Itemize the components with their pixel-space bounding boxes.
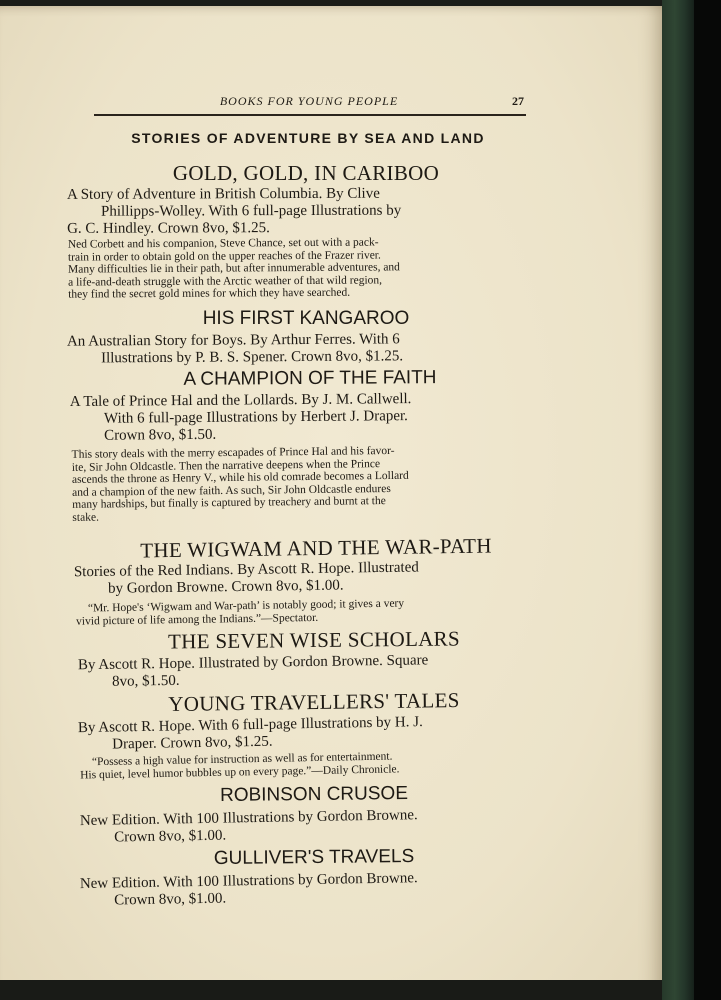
- description-line: Crown 8vo, $1.00.: [114, 827, 227, 846]
- blurb-line: many hardships, but finally is captured by treachery and burnt at the: [72, 495, 386, 512]
- book-description: [78, 712, 549, 754]
- book-description: [80, 805, 551, 847]
- description-line: A Tale of Prince Hal and the Lollards. By J. M. Callwell.: [69, 391, 412, 411]
- book-title: GULLIVER'S TRAVELS: [213, 845, 415, 870]
- description-line: Draper. Crown 8vo, $1.25.: [112, 733, 273, 753]
- book-title: HIS FIRST KANGAROO: [202, 308, 410, 329]
- blurb-line: Ned Corbett and his companion, Steve Chance, set out with a pack-: [67, 236, 379, 251]
- description-line: Stories of the Red Indians. By Ascott R. Hope. Illustrated: [73, 559, 419, 581]
- description-line: Illustrations by P. B. S. Spener. Crown 8vo, $1.25.: [101, 348, 404, 367]
- book-description: [78, 651, 548, 692]
- blurb-line: ite, Sir John Oldcastle. Then the narrative deepens when the Prince: [71, 457, 381, 474]
- book-title: A CHAMPION OF THE FAITH: [183, 367, 437, 390]
- blurb-line: This story deals with the merry escapades of Prince Hal and his favor-: [71, 444, 395, 461]
- description-line: Crown 8vo, $1.50.: [104, 426, 217, 444]
- background-dark-edge: [694, 0, 721, 1000]
- description-line: Crown 8vo, $1.00.: [114, 890, 227, 909]
- blurb-line: “Possess a high value for instruction as well as for entertainment.: [91, 750, 393, 769]
- book-description: [67, 330, 537, 367]
- blurb-line: vivid picture of life among the Indians.”—Spectator.: [76, 611, 319, 628]
- book-description: [74, 558, 544, 599]
- book-title: GOLD, GOLD, IN CARIBOO: [172, 161, 440, 185]
- book-blurb: [76, 595, 546, 628]
- running-header: BOOKS FOR YOUNG PEOPLE: [219, 94, 399, 108]
- blurb-line: His quiet, level humor bubbles up on every page.”—Daily Chronicle.: [80, 762, 400, 782]
- book-title: THE WIGWAM AND THE WAR-PATH: [140, 533, 492, 563]
- book-blurb: [68, 235, 538, 301]
- description-line: A Story of Adventure in British Columbia. By Clive: [66, 185, 380, 203]
- description-line: Phillipps-Wolley. With 6 full-page Illustrations by: [100, 202, 402, 220]
- description-line: By Ascott R. Hope. With 6 full-page Illustrations by H. J.: [77, 714, 423, 737]
- book-cover-spine: [662, 0, 694, 1000]
- description-line: An Australian Story for Boys. By Arthur Ferres. With 6: [66, 331, 400, 350]
- section-heading: STORIES OF ADVENTURE BY SEA AND LAND: [131, 130, 485, 146]
- description-line: New Edition. With 100 Illustrations by Gordon Browne.: [79, 870, 418, 893]
- header-rule: [94, 114, 526, 116]
- blurb-line: Many difficulties lie in their path, but after innumerable adventures, and: [67, 261, 400, 276]
- book-blurb: [72, 443, 543, 524]
- description-line: G. C. Hindley. Crown 8vo, $1.25.: [67, 220, 270, 237]
- blurb-line: they find the secret gold mines for which they have searched.: [68, 287, 351, 302]
- blurb-line: and a champion of the new faith. As such, Sir John Oldcastle endures: [72, 482, 391, 499]
- blurb-line: ascends the throne as Henry V., while his old comrade becomes a Lollard: [71, 469, 409, 487]
- book-page: [0, 6, 662, 994]
- book-title: YOUNG TRAVELLERS' TALES: [168, 687, 460, 717]
- page-number: 27: [512, 94, 524, 108]
- blurb-line: stake.: [72, 511, 99, 524]
- description-line: New Edition. With 100 Illustrations by Gordon Browne.: [79, 807, 418, 830]
- book-description: [67, 185, 537, 238]
- description-line: 8vo, $1.50.: [112, 672, 180, 690]
- book-title: ROBINSON CRUSOE: [219, 783, 409, 806]
- book-description: [70, 390, 540, 445]
- description-line: by Gordon Browne. Crown 8vo, $1.00.: [108, 577, 344, 597]
- book-title: THE SEVEN WISE SCHOLARS: [167, 626, 461, 654]
- book-description: [80, 868, 551, 910]
- book-bottom-edge: [0, 980, 662, 1000]
- blurb-line: a life-and-death struggle with the Arctic weather of that wild region,: [68, 274, 383, 289]
- blurb-line: train in order to obtain gold on the upper reaches of the Frazer river.: [67, 249, 381, 264]
- description-line: By Ascott R. Hope. Illustrated by Gordon Browne. Square: [77, 652, 429, 674]
- description-line: With 6 full-page Illustrations by Herbert J. Draper.: [103, 408, 408, 427]
- blurb-line: “Mr. Hope's ‘Wigwam and War-path’ is notably good; it gives a very: [87, 597, 405, 615]
